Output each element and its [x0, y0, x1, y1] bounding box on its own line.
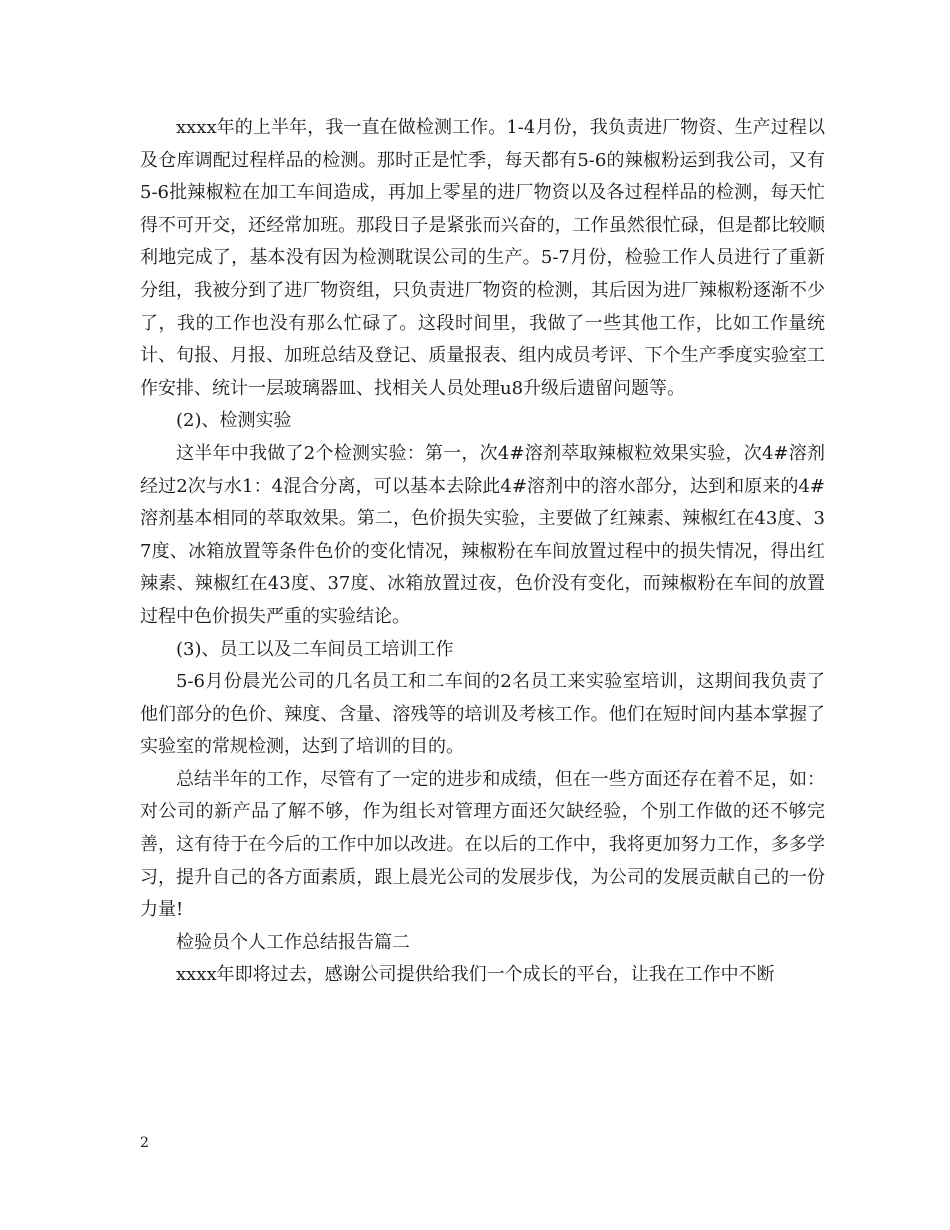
paragraph-training: 5-6月份晨光公司的几名员工和二车间的2名员工来实验室培训，这期间我负责了他们部分的色价、辣度、含量、溶残等的培训及考核工作。他们在短时间内基本掌握了实验室的常规检测，达到了培训的目的。: [140, 671, 825, 758]
document-body: [140, 112, 825, 992]
paragraph-first-half-work: xxxx年的上半年，我一直在做检测工作。1-4月份，我负责进厂物资、生产过程以及仓库调配过程样品的检测。那时正是忙季，每天都有5-6的辣椒粉运到我公司，又有5-6批辣椒粒在加工车间造成，再加上零星的进厂物资以及各过程样品的检测，每天忙得不可开交，还经常加班。那段日子是紧张而兴奋的，工作虽然很忙碌，但是都比较顺利地完成了，基本没有因为检测耽误公司的生产。5-7月份，检验工作人员进行了重新分组，我被分到了进厂物资组，只负责进厂物资的检测，其后因为进厂辣椒粉逐渐不少了，我的工作也没有那么忙碌了。这段时间里，我做了一些其他工作，比如工作量统计、旬报、月报、加班总结及登记、质量报表、组内成员考评、下个生产季度实验室工作安排、统计一层玻璃器皿、找相关人员处理u8升级后遗留问题等。: [140, 117, 825, 399]
heading-report-part-two: 检验员个人工作总结报告篇二: [176, 931, 410, 953]
paragraph-part-two-start: xxxx年即将过去，感谢公司提供给我们一个成长的平台，让我在工作中不断: [176, 964, 775, 986]
page-number: 2: [140, 1135, 149, 1151]
paragraph-summary: 总结半年的工作，尽管有了一定的进步和成绩，但在一些方面还存在着不足，如：对公司的新产品了解不够，作为组长对管理方面还欠缺经验，个别工作做的还不够完善，这有待于在今后的工作中加以改进。在以后的工作中，我将更加努力工作，多多学习，提升自己的各方面素质，跟上晨光公司的发展步伐，为公司的发展贡献自己的一份力量!: [140, 768, 825, 921]
paragraph-experiments: 这半年中我做了2个检测实验：第一，次4#溶剂萃取辣椒粒效果实验，次4#溶剂经过2次与水1：4混合分离，可以基本去除此4#溶剂中的溶水部分，达到和原来的4#溶剂基本相同的萃取效果。第二，色价损失实验，主要做了红辣素、辣椒红在43度、37度、冰箱放置等条件色价的变化情况，辣椒粉在车间放置过程中的损失情况，得出红辣素、辣椒红在43度、37度、冰箱放置过夜，色价没有变化，而辣椒粉在车间的放置过程中色价损失严重的实验结论。: [140, 442, 825, 627]
heading-staff-training: (3)、员工以及二车间员工培训工作: [176, 638, 454, 660]
heading-inspection-experiments: (2)、检测实验: [176, 410, 292, 432]
